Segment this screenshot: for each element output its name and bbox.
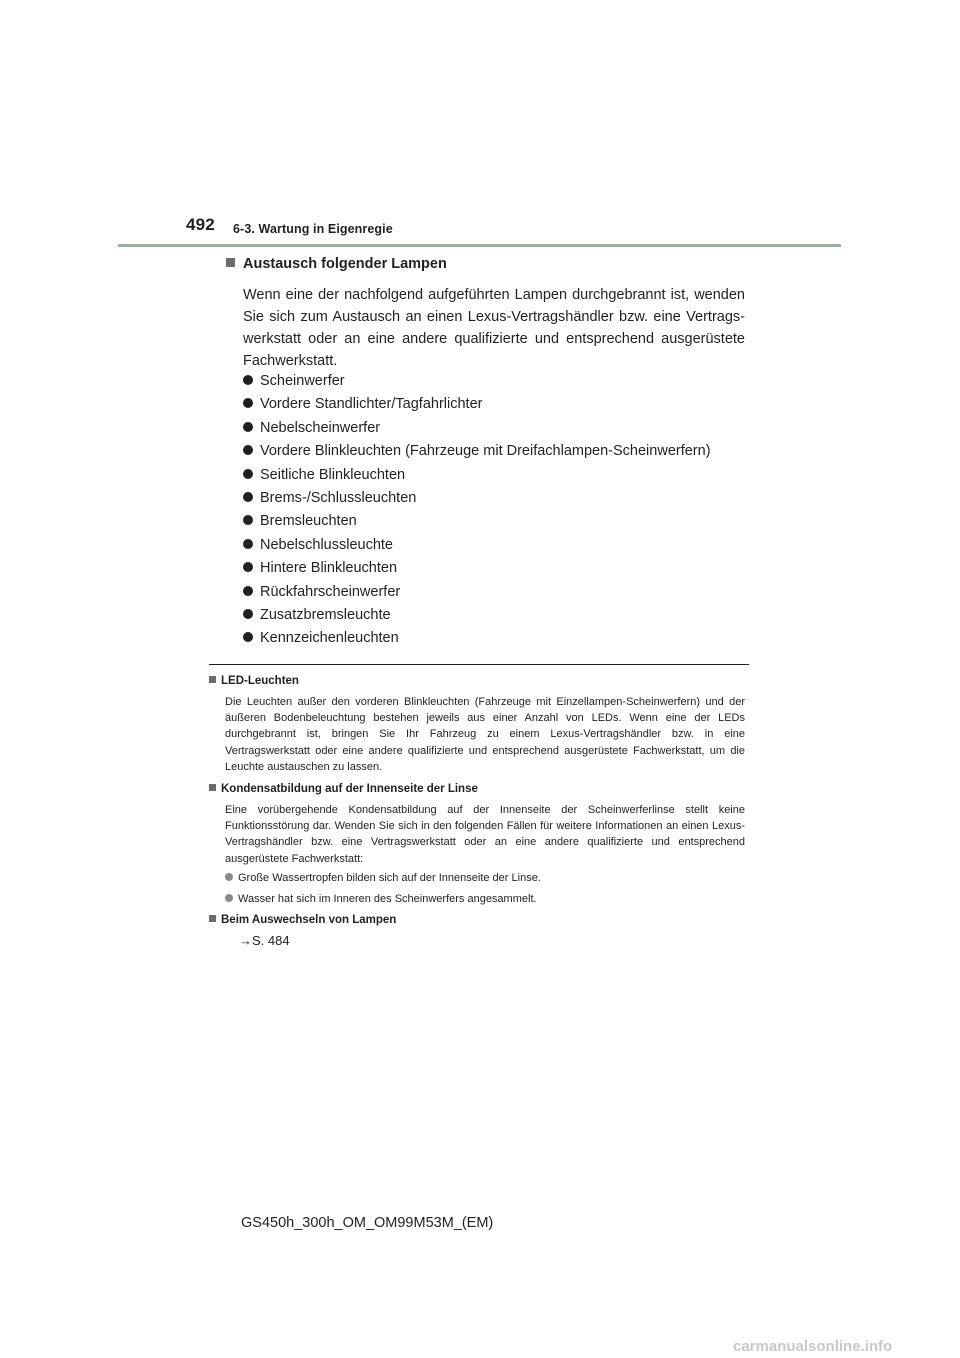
list-item [243, 370, 711, 393]
lamp-name: Brems-/Schlussleuchten [260, 489, 417, 506]
list-item [243, 440, 711, 463]
list-item [243, 534, 711, 557]
list-item [243, 417, 711, 440]
list-item [243, 487, 711, 510]
led-note-heading [209, 675, 299, 687]
lamp-name: Zusatzbremsleuchte [260, 606, 391, 623]
list-item [243, 557, 711, 580]
bullet-icon [243, 586, 253, 596]
list-item [225, 893, 537, 905]
sub-item-text: Große Wassertropfen bilden sich auf der Innenseite der Linse. [238, 872, 541, 884]
page-reference [239, 933, 290, 948]
bullet-icon [243, 562, 253, 572]
lamp-name: Rückfahrscheinwerfer [260, 583, 401, 600]
bullet-icon [243, 398, 253, 408]
list-item [243, 604, 711, 627]
notes-divider [209, 664, 749, 665]
square-bullet-icon [226, 258, 235, 267]
lamp-name: Nebelschlussleuchte [260, 536, 393, 553]
note-heading-text: Beim Auswechseln von Lampen [221, 914, 397, 926]
document-code: GS450h_300h_OM_OM99M53M_(EM) [241, 1215, 494, 1231]
bullet-icon [243, 632, 253, 642]
square-bullet-icon [209, 915, 216, 922]
main-heading [226, 256, 447, 272]
page-reference-text[interactable]: S. 484 [252, 933, 290, 948]
bullet-icon [243, 609, 253, 619]
replacing-note-heading [209, 914, 396, 926]
lamp-name: Bremsleuchten [260, 513, 357, 530]
header-divider [118, 244, 841, 247]
led-note-text: Die Leuchten außer den vorderen Blinkleuchten (Fahrzeuge mit Einzellampen-Scheinwerfern) und der äußeren Bodenbeleuchtung bestehen jeweils aus einer Anzahl von LEDs. Wenn eine der LEDs durchgebrannt ist, bringen Sie Ihr Fahrzeug zu einem Lexus-Vertragshändler bzw. in eine Vertragswerkstatt oder eine andere qualifizierte und entsprechend ausgerüstete Fachwerkstatt, um die Leuchte austauschen zu lassen. [225, 696, 745, 773]
note-heading-text: LED-Leuchten [221, 675, 299, 687]
lamp-list [243, 370, 711, 651]
main-heading-text: Austausch folgender Lampen [243, 256, 447, 272]
list-item [243, 581, 711, 604]
list-item [243, 393, 711, 416]
section-title: 6-3. Wartung in Eigenregie [233, 222, 393, 236]
note-heading-text: Kondensatbildung auf der Innenseite der Linse [221, 783, 478, 795]
bullet-icon [243, 375, 253, 385]
list-item [225, 872, 541, 884]
main-paragraph: Wenn eine der nachfolgend aufgeführten Lampen durchgebrannt ist, wenden Sie sich zum Austausch an einen Lexus-Vertragshändler bzw. eine Vertragswerkstatt oder an eine andere qualifizierte und entsprechend ausgerüstete Fachwerkstatt. [243, 287, 745, 369]
lamp-name: Vordere Blinkleuchten (Fahrzeuge mit Dreifachlampen-Scheinwerfern) [260, 443, 711, 460]
bullet-icon [243, 422, 253, 432]
bullet-icon [243, 469, 253, 479]
bullet-icon [225, 873, 233, 881]
list-item [243, 510, 711, 533]
arrow-right-icon: → [239, 933, 252, 948]
list-item [243, 627, 711, 650]
bullet-icon [243, 492, 253, 502]
bullet-icon [243, 515, 253, 525]
bullet-icon [243, 445, 253, 455]
condensation-note-heading [209, 783, 478, 795]
bullet-icon [243, 539, 253, 549]
square-bullet-icon [209, 676, 216, 683]
page-number: 492 [186, 215, 215, 234]
lamp-name: Scheinwerfer [260, 373, 345, 389]
lamp-name: Hintere Blinkleuchten [260, 560, 398, 577]
condensation-note-text: Eine vorübergehende Kondensatbildung auf der Innenseite der Scheinwerferlinse stellt keine Funktionsstörung dar. Wenden Sie sich in den folgenden Fällen für weitere Informationen an einen Lexus-Vertragshändler bzw. eine Vertragswerkstatt oder an eine andere qualifizierte und entsprechend ausgerüstete Fachwerkstatt: [225, 804, 745, 865]
watermark: carmanualsonline.info [733, 1338, 893, 1355]
bullet-icon [225, 894, 233, 902]
lamp-name: Nebelscheinwerfer [260, 419, 381, 436]
square-bullet-icon [209, 784, 216, 791]
list-item [243, 464, 711, 487]
lamp-name: Vordere Standlichter/Tagfahrlichter [260, 396, 483, 413]
lamp-name: Seitliche Blinkleuchten [260, 466, 406, 483]
sub-item-text: Wasser hat sich im Inneren des Scheinwerfers angesammelt. [238, 893, 537, 905]
lamp-name: Kennzeichenleuchten [260, 630, 399, 647]
